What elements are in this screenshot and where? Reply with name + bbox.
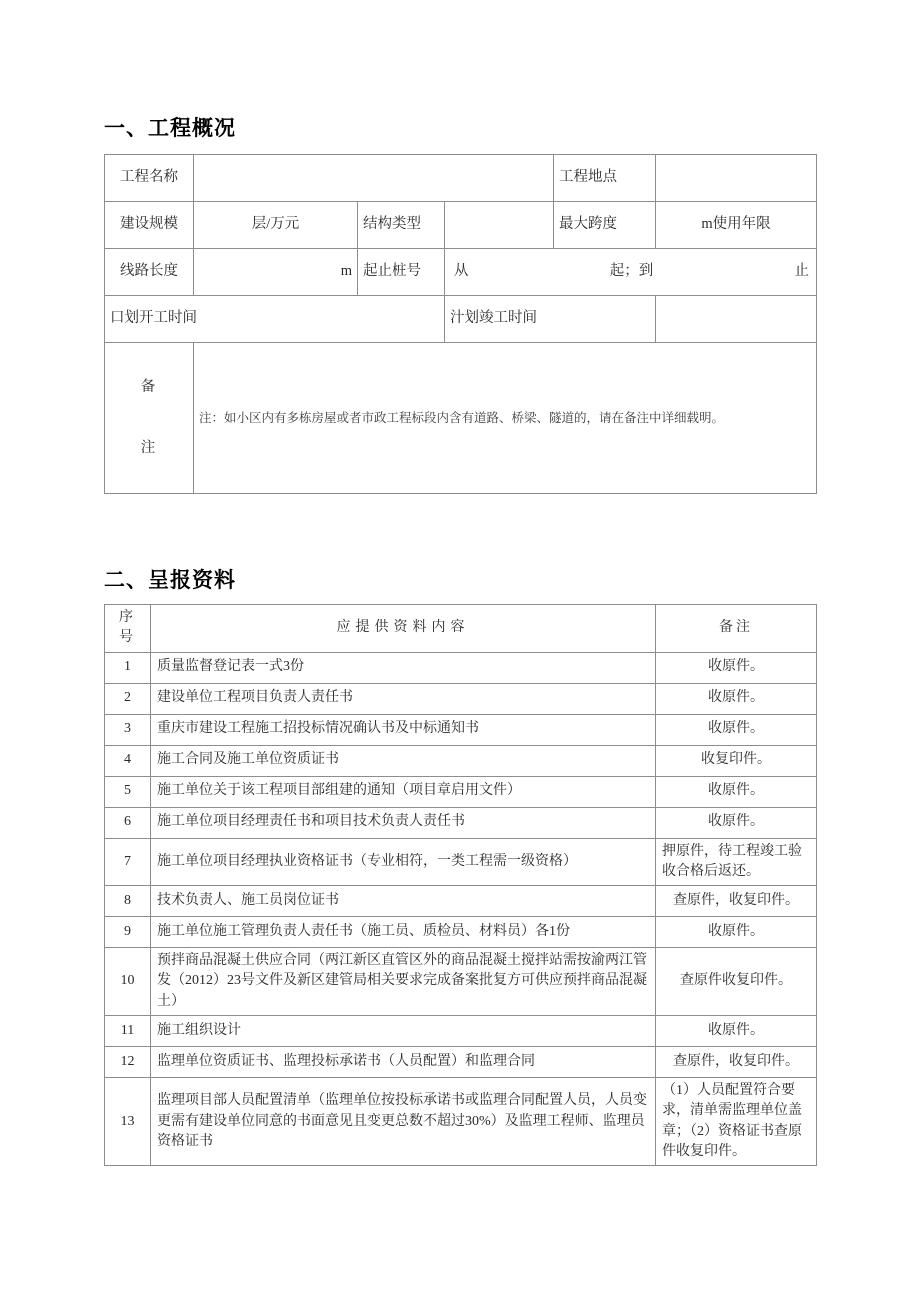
- line-length-label: 线路长度: [105, 249, 194, 296]
- table-row: [105, 683, 817, 714]
- row-content: 技术负责人、施工员岗位证书: [151, 886, 656, 917]
- row-number: 3: [105, 714, 151, 745]
- row-number: 1: [105, 652, 151, 683]
- table-row: [105, 886, 817, 917]
- row-content: 施工合同及施工单位资质证书: [151, 745, 656, 776]
- table-row: [105, 652, 817, 683]
- row-content: 质量监督登记表一式3份: [151, 652, 656, 683]
- max-span-label: 最大跨度: [554, 202, 656, 249]
- table-row: [105, 745, 817, 776]
- row-remark: 收原件。: [656, 714, 817, 745]
- row-number: 4: [105, 745, 151, 776]
- row-remark: （1）人员配置符合要求，清单需监理单位盖章；（2）资格证书查原件收复印件。: [656, 1078, 817, 1166]
- project-name-value[interactable]: [194, 155, 554, 202]
- row-remark: 收原件。: [656, 683, 817, 714]
- table-row: [105, 776, 817, 807]
- project-location-label: 工程地点: [554, 155, 656, 202]
- row-remark: 查原件，收复印件。: [656, 1047, 817, 1078]
- row-remark: 收原件。: [656, 1016, 817, 1047]
- row-number: 6: [105, 807, 151, 838]
- row-number: 13: [105, 1078, 151, 1166]
- stake-range-value[interactable]: [445, 249, 817, 296]
- row-number: 8: [105, 886, 151, 917]
- remark-label: [105, 343, 194, 494]
- stake-range-label: 起止桩号: [358, 249, 445, 296]
- row-content: 施工单位项目经理责任书和项目技术负责人责任书: [151, 807, 656, 838]
- project-location-value[interactable]: [656, 155, 817, 202]
- remark-label-char-2: 注: [140, 440, 158, 456]
- line-length-value[interactable]: m: [194, 249, 358, 296]
- row-number: 12: [105, 1047, 151, 1078]
- table-row: [105, 948, 817, 1016]
- remark-label-char-1: 备: [140, 378, 158, 395]
- header-content: 应提供资料内容: [151, 605, 656, 653]
- planned-start-label: 口划开工时间: [105, 296, 445, 343]
- table-row: [105, 838, 817, 886]
- project-overview-table: [104, 154, 817, 494]
- planned-finish-value[interactable]: [656, 296, 817, 343]
- table-row: [105, 807, 817, 838]
- table-row: [105, 155, 817, 202]
- header-no: 序号: [105, 605, 151, 653]
- row-number: 7: [105, 838, 151, 886]
- submission-materials-table: [104, 604, 817, 1166]
- row-content: 预拌商品混凝土供应合同（两江新区直管区外的商品混凝土搅拌站需按渝两江管发（2012）23号文件及新区建管局相关要求完成备案批复方可供应预拌商品混凝土）: [151, 948, 656, 1016]
- table-row: [105, 202, 817, 249]
- table-row: [105, 1078, 817, 1166]
- table-row: [105, 296, 817, 343]
- row-content: 施工单位项目经理执业资格证书（专业相符，一类工程需一级资格）: [151, 838, 656, 886]
- row-remark: 查原件收复印件。: [656, 948, 817, 1016]
- planned-finish-label: 汁划竣工时间: [445, 296, 656, 343]
- row-number: 11: [105, 1016, 151, 1047]
- stake-from-label: 从: [454, 263, 469, 280]
- table-row: [105, 1047, 817, 1078]
- row-content: 施工单位施工管理负责人责任书（施工员、质检员、材料员）各1份: [151, 917, 656, 948]
- row-content: 施工单位关于该工程项目部组建的通知（项目章启用文件）: [151, 776, 656, 807]
- row-content: 施工组织设计: [151, 1016, 656, 1047]
- row-remark: 收复印件。: [656, 745, 817, 776]
- remark-note: 注：如小区内有多栋房屋或者市政工程标段内含有道路、桥梁、隧道的，请在备注中详细载明。: [199, 410, 725, 425]
- table-header-row: [105, 605, 817, 653]
- row-number: 2: [105, 683, 151, 714]
- row-remark: 收原件。: [656, 917, 817, 948]
- max-span-value[interactable]: m使用年限: [656, 202, 817, 249]
- build-scale-label: 建设规模: [105, 202, 194, 249]
- row-number: 10: [105, 948, 151, 1016]
- row-number: 5: [105, 776, 151, 807]
- row-remark: 收原件。: [656, 776, 817, 807]
- row-content: 重庆市建设工程施工招投标情况确认书及中标通知书: [151, 714, 656, 745]
- row-number: 9: [105, 917, 151, 948]
- row-content: 监理单位资质证书、监理投标承诺书（人员配置）和监理合同: [151, 1047, 656, 1078]
- row-remark: 收原件。: [656, 652, 817, 683]
- table-row: [105, 917, 817, 948]
- build-scale-value[interactable]: 层/万元: [194, 202, 358, 249]
- row-remark: 查原件，收复印件。: [656, 886, 817, 917]
- row-remark: 收原件。: [656, 807, 817, 838]
- table-row: [105, 249, 817, 296]
- table-row-remark: [105, 343, 817, 494]
- table-row: [105, 714, 817, 745]
- stake-end-label: 止: [794, 263, 810, 280]
- structure-type-value[interactable]: [445, 202, 554, 249]
- remark-body[interactable]: [194, 343, 817, 494]
- structure-type-label: 结构类型: [358, 202, 445, 249]
- project-name-label: 工程名称: [105, 155, 194, 202]
- stake-start-label: 起；到: [609, 263, 654, 280]
- row-content: 建设单位工程项目负责人责任书: [151, 683, 656, 714]
- header-remark: 备注: [656, 605, 817, 653]
- row-content: 监理项目部人员配置清单（监理单位按投标承诺书或监理合同配置人员，人员变更需有建设单位同意的书面意见且变更总数不超过30%）及监理工程师、监理员资格证书: [151, 1078, 656, 1166]
- table-row: [105, 1016, 817, 1047]
- section-heading-submission-materials: 二、呈报资料: [104, 568, 236, 592]
- row-remark: 押原件，待工程竣工验收合格后返还。: [656, 838, 817, 886]
- section-heading-project-overview: 一、工程概况: [104, 116, 236, 140]
